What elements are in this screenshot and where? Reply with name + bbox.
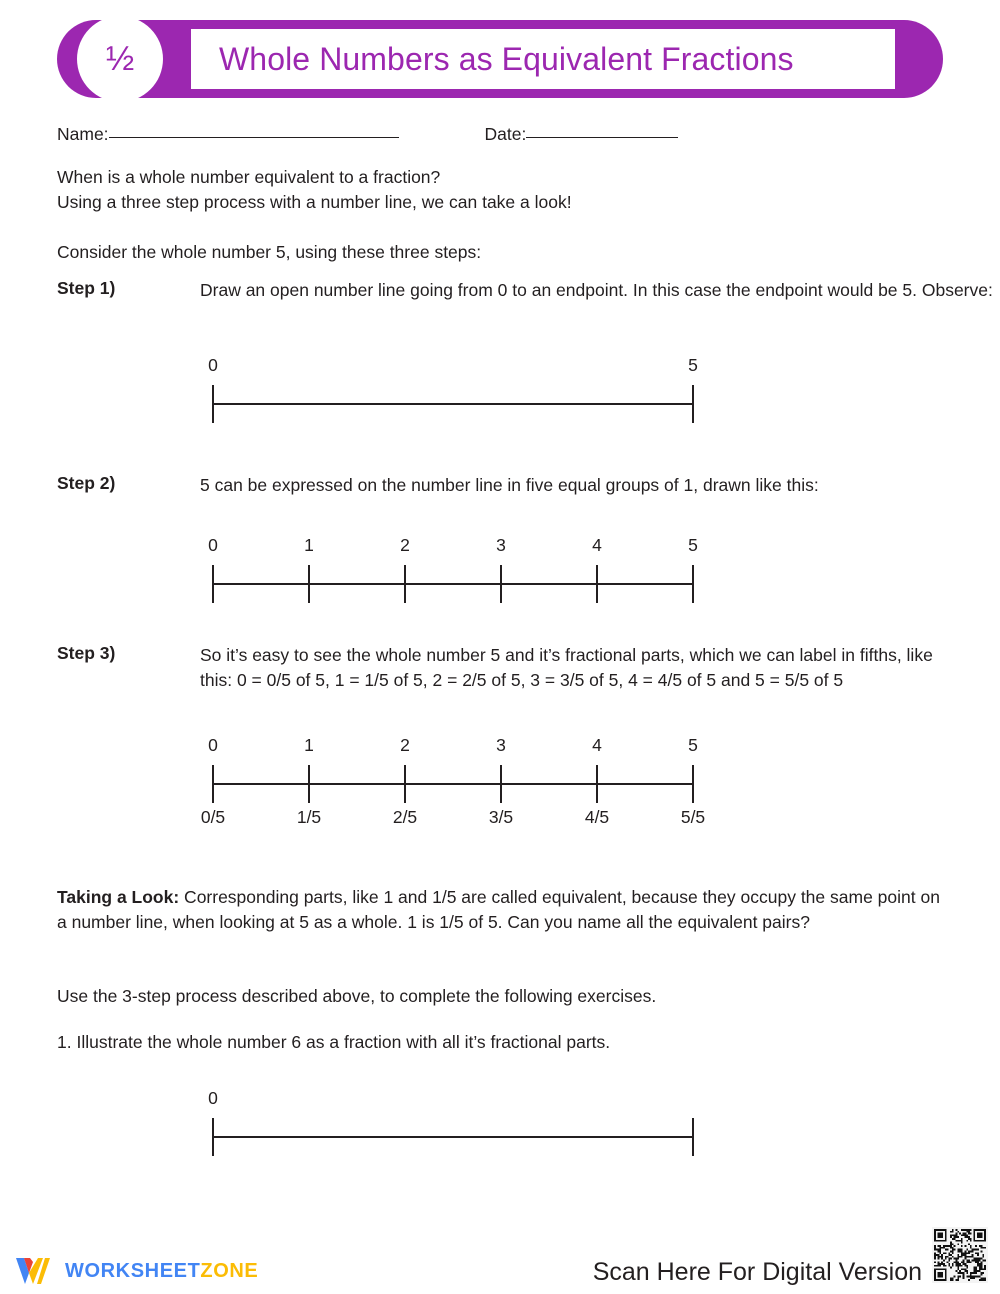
numberline-bottom-label: 4/5 bbox=[584, 807, 610, 827]
date-input[interactable] bbox=[526, 137, 678, 138]
numberline-top-label: 0 bbox=[208, 535, 218, 555]
numberline-tick bbox=[596, 565, 598, 603]
scan-here-label: Scan Here For Digital Version bbox=[592, 1258, 922, 1286]
step-2-label: Step 2) bbox=[57, 473, 116, 493]
numberline-tick bbox=[404, 765, 406, 803]
numberline-tick bbox=[212, 1118, 214, 1156]
numberline-tick bbox=[308, 565, 310, 603]
numberline-axis bbox=[213, 583, 693, 585]
numberline-top-label: 4 bbox=[592, 535, 602, 555]
name-date-row bbox=[57, 124, 678, 145]
numberline-top-label: 5 bbox=[688, 355, 698, 375]
numberline-bottom-label: 5/5 bbox=[680, 807, 706, 827]
taking-a-look-text: Corresponding parts, like 1 and 1/5 are called equivalent, because they occupy the same point on a number line, when looking at 5 as a whole. 1 is 1/5 of 5. Can you name all the equivalent pairs? bbox=[57, 887, 945, 932]
qr-code[interactable] bbox=[932, 1227, 988, 1283]
intro-line-2: Using a three step process with a number line, we can take a look! bbox=[57, 192, 572, 212]
numberline-tick bbox=[404, 565, 406, 603]
header-title-panel bbox=[191, 29, 895, 89]
qr-code-image bbox=[934, 1229, 986, 1281]
step-3-label: Step 3) bbox=[57, 643, 116, 663]
logo-text-zone: ZONE bbox=[200, 1259, 259, 1282]
numberline-top-label: 0 bbox=[208, 355, 218, 375]
numberline-bottom-label: 1/5 bbox=[296, 807, 322, 827]
numberline-tick bbox=[692, 1118, 694, 1156]
numberline-top-label: 0 bbox=[208, 1088, 218, 1108]
numberline-axis bbox=[213, 403, 693, 405]
numberline-top-label: 1 bbox=[304, 735, 314, 755]
numberline-tick bbox=[308, 765, 310, 803]
numberline-top-label: 4 bbox=[592, 735, 602, 755]
worksheet-zone-logo[interactable] bbox=[12, 1255, 258, 1287]
numberline-bottom-label: 0/5 bbox=[200, 807, 226, 827]
numberline-tick bbox=[596, 765, 598, 803]
logo-text-worksheet: WORKSHEET bbox=[65, 1259, 201, 1282]
exercise-1-prompt: 1. Illustrate the whole number 6 as a fraction with all it’s fractional parts. bbox=[57, 1032, 611, 1052]
numberline-top-label: 5 bbox=[688, 535, 698, 555]
intro-line-1: When is a whole number equivalent to a fraction? bbox=[57, 167, 441, 187]
numberline-axis bbox=[213, 783, 693, 785]
numberline-top-label: 2 bbox=[400, 535, 410, 555]
taking-a-look-lead: Taking a Look: bbox=[57, 887, 180, 907]
worksheet-header-banner bbox=[57, 20, 943, 98]
half-fraction-badge bbox=[77, 16, 163, 102]
numberline-top-label: 3 bbox=[496, 735, 506, 755]
numberline-bottom-label: 2/5 bbox=[392, 807, 418, 827]
date-label: Date: bbox=[484, 124, 527, 144]
step-1-label: Step 1) bbox=[57, 278, 116, 298]
numberline-top-label: 3 bbox=[496, 535, 506, 555]
numberline-top-label: 2 bbox=[400, 735, 410, 755]
numberline-bottom-label: 3/5 bbox=[488, 807, 514, 827]
step-3-text: So it’s easy to see the whole number 5 and it’s fractional parts, which we can label in fifths, like this: 0 = 0/5 of 5, 1 = 1/5 of 5, 2 = 2/5 of 5, 3 = 3/5 of 5, 4 = 4/5 of 5 and 5 = 5/5 of 5 bbox=[200, 645, 933, 690]
taking-a-look-paragraph bbox=[57, 885, 950, 935]
numberline-tick bbox=[692, 565, 694, 603]
step-2-text: 5 can be expressed on the number line in five equal groups of 1, drawn like this: bbox=[200, 475, 819, 495]
page-title: Whole Numbers as Equivalent Fractions bbox=[219, 40, 794, 77]
numberline-tick bbox=[500, 565, 502, 603]
numberline-tick bbox=[692, 385, 694, 423]
numberline-tick bbox=[212, 385, 214, 423]
name-label: Name: bbox=[57, 124, 109, 144]
step-1-text: Draw an open number line going from 0 to an endpoint. In this case the endpoint would be 5. Observe: bbox=[200, 280, 993, 300]
consider-line: Consider the whole number 5, using these three steps: bbox=[57, 242, 482, 262]
numberline-tick bbox=[500, 765, 502, 803]
numberline-top-label: 0 bbox=[208, 735, 218, 755]
worksheetzone-logo-icon bbox=[12, 1255, 56, 1287]
logo-wordmark bbox=[65, 1260, 258, 1283]
badge-label: ½ bbox=[105, 40, 135, 78]
name-input[interactable] bbox=[109, 137, 399, 138]
numberline-top-label: 1 bbox=[304, 535, 314, 555]
numberline-top-label: 5 bbox=[688, 735, 698, 755]
numberline-axis bbox=[213, 1136, 693, 1138]
numberline-tick bbox=[692, 765, 694, 803]
use-process-line: Use the 3-step process described above, to complete the following exercises. bbox=[57, 986, 657, 1006]
numberline-tick bbox=[212, 565, 214, 603]
numberline-tick bbox=[212, 765, 214, 803]
